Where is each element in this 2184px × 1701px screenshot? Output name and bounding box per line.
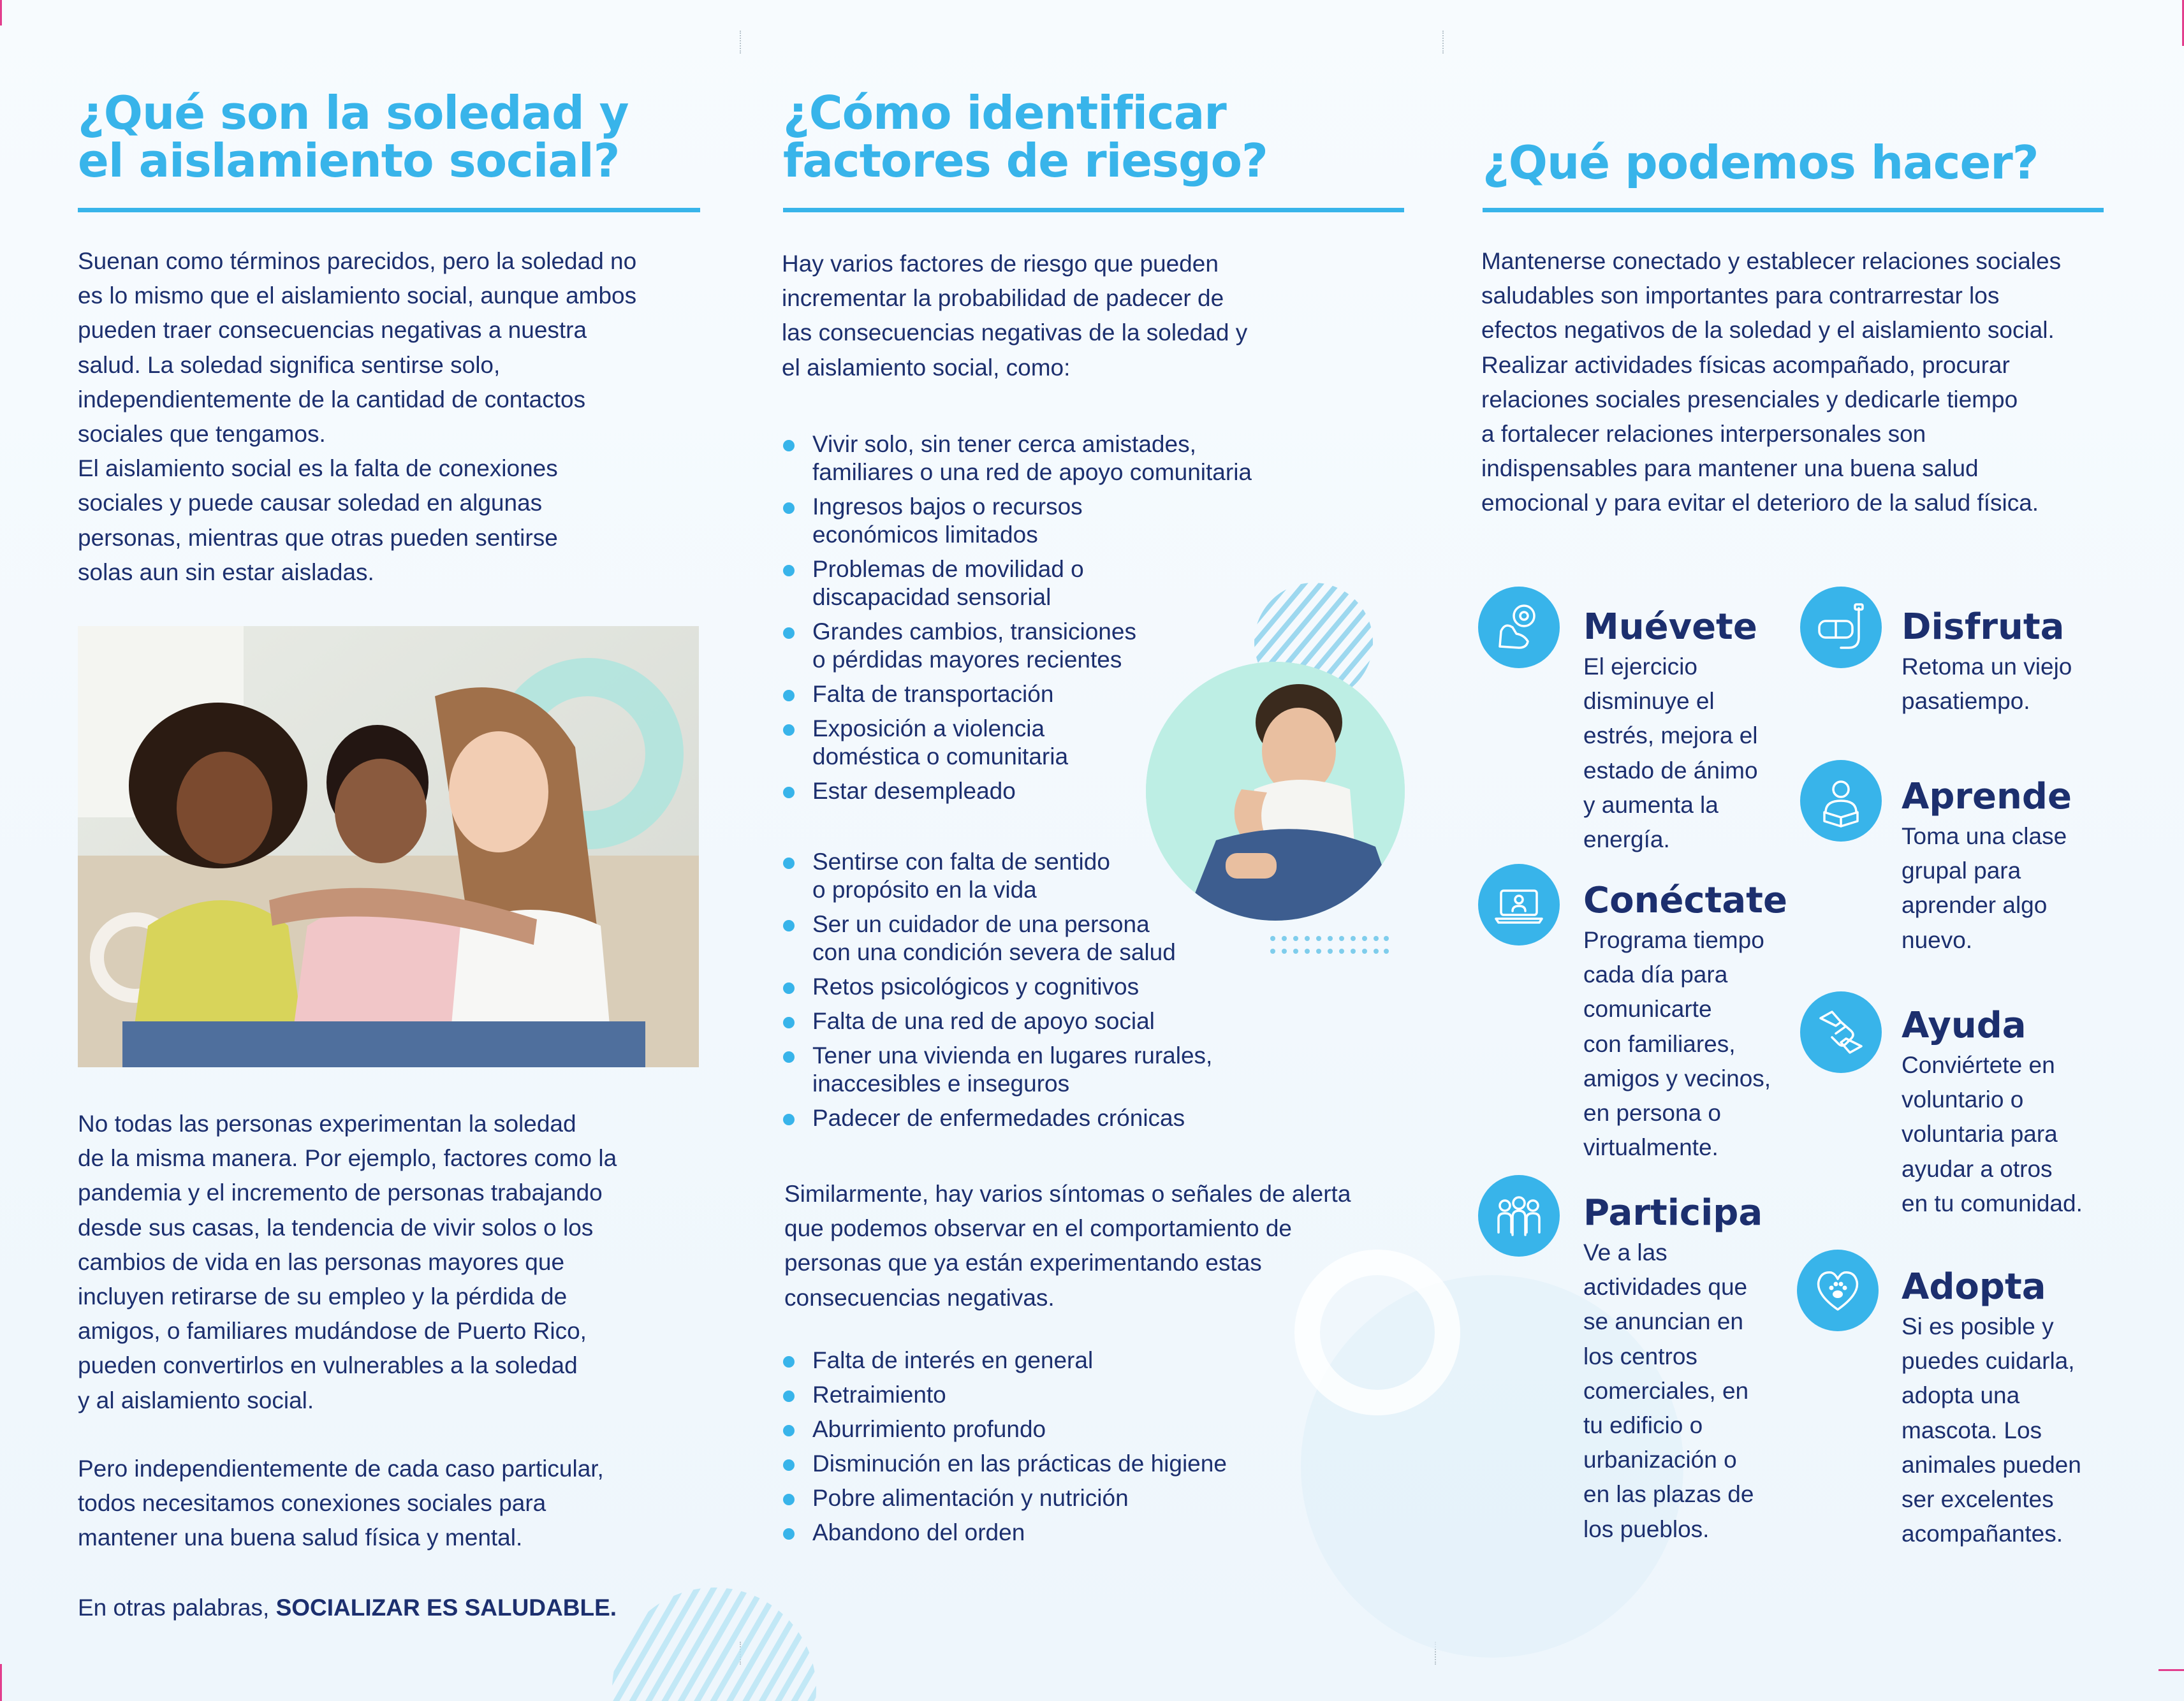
- list-item: Retos psicológicos y cognitivos: [782, 973, 1356, 1001]
- action-text-muevete: El ejercicio disminuye el estrés, mejora el estado de ánimo y aumenta la energía.: [1583, 653, 1758, 853]
- section-title-risk-factors: ¿Cómo identificar factores de riesgo?: [783, 86, 1268, 187]
- action-text-ayuda: Conviértete en voluntario o voluntaria para ayudar a otros en tu comunidad.: [1902, 1052, 2083, 1216]
- loneliness-definition: Suenan como términos parecidos, pero la soledad no es lo mismo que el aislamiento social, aunque ambos pueden traer consecuencias negativas a nuestra salud. La soledad significa sentirse solo, independientemente de la cantidad de contactos sociales que tengamos. El aislamiento social es la falta de conexiones sociales y puede causar soledad en algunas personas, mientras que otras pueden sentirse solas aun sin estar aisladas.: [78, 248, 637, 585]
- reading-person-icon: [1800, 760, 1882, 842]
- list-item: Tener una vivienda en lugares rurales, inaccesibles e inseguros: [782, 1042, 1356, 1098]
- snorkel-mask-icon: [1800, 587, 1882, 668]
- list-item: Pobre alimentación y nutrición: [782, 1484, 1356, 1512]
- social-connection-text: Pero independientemente de cada caso particular, todos necesitamos conexiones sociales para mantener una buena salud física y mental.: [78, 1456, 604, 1551]
- list-item: Padecer de enfermedades crónicas: [782, 1104, 1356, 1132]
- loneliness-experience-text: No todas las personas experimentan la soledad de la misma manera. Por ejemplo, factores como la pandemia y el incremento de personas trabajando desde sus casas, la tendencia de vivir solos o los cambios de vida en las personas mayores que incluyen retirarse de su empleo y la pérdida de amigos, o familiares mudándose de Puerto Rico, pueden convertirlos en vulnerables a la soledad y al aislamiento social.: [78, 1111, 617, 1413]
- section-title-loneliness: ¿Qué son la soledad y el aislamiento social?: [78, 86, 629, 187]
- section-title-what-to-do: ¿Qué podemos hacer?: [1483, 136, 2039, 189]
- list-item: Falta de interés en general: [782, 1347, 1356, 1375]
- title-rule: [78, 208, 700, 212]
- list-item: Ingresos bajos o recursos económicos limitados: [782, 493, 1356, 549]
- list-item: Grandes cambios, transiciones o pérdidas mayores recientes: [782, 618, 1356, 674]
- warning-signs-intro: Similarmente, hay varios síntomas o señales de alerta que podemos observar en el comportamiento de personas que ya están experimentando estas consecuencias negativas.: [784, 1181, 1351, 1311]
- heart-paw-icon: [1797, 1250, 1879, 1331]
- action-text-aprende: Toma una clase grupal para aprender algo nuevo.: [1902, 823, 2067, 953]
- closing-statement: [78, 1591, 741, 1625]
- action-text-conectate: Programa tiempo cada día para comunicarte con familiares, amigos y vecinos, en persona o virtualmente.: [1583, 927, 1771, 1161]
- warning-signs-list: [782, 1347, 1356, 1547]
- closing-emphasis: SOCIALIZAR ES SALUDABLE.: [275, 1595, 617, 1621]
- risk-factors-list-2: [782, 848, 1356, 1132]
- closing-prefix: En otras palabras,: [78, 1595, 276, 1621]
- action-title-muevete: Muévete: [1583, 606, 1757, 648]
- trim-mark: [2158, 1669, 2184, 1671]
- list-item: Falta de transportación: [782, 680, 1356, 708]
- action-text-participa: Ve a las actividades que se anuncian en los centros comerciales, en tu edificio o urbanización o en las plazas de los pueblos.: [1583, 1239, 1754, 1542]
- friends-hugging-photo: [78, 626, 699, 1067]
- decorative-stripes: [612, 1562, 816, 1701]
- action-title-conectate: Conéctate: [1583, 880, 1787, 921]
- action-text-adopta: Si es posible y puedes cuidarla, adopta una mascota. Los animales pueden ser excelentes acompañantes.: [1902, 1313, 2081, 1547]
- list-item: Retraimiento: [782, 1381, 1356, 1409]
- risk-factors-intro: Hay varios factores de riesgo que pueden incrementar la probabilidad de padecer de las consecuencias negativas de la soledad y el aislamiento social, como:: [782, 251, 1248, 381]
- title-rule: [1483, 208, 2104, 212]
- group-people-icon: [1478, 1175, 1560, 1257]
- helping-hands-icon: [1800, 991, 1882, 1073]
- list-item: Disminución en las prácticas de higiene: [782, 1450, 1356, 1478]
- list-item: Ser un cuidador de una persona con una condición severa de salud: [782, 910, 1356, 967]
- action-text-disfruta: Retoma un viejo pasatiempo.: [1902, 653, 2072, 715]
- action-title-adopta: Adopta: [1902, 1266, 2046, 1308]
- title-rule: [783, 208, 1404, 212]
- list-item: Estar desempleado: [782, 777, 1356, 805]
- list-item: Vivir solo, sin tener cerca amistades, familiares o una red de apoyo comunitaria: [782, 430, 1356, 486]
- list-item: Falta de una red de apoyo social: [782, 1007, 1356, 1035]
- list-item: Sentirse con falta de sentido o propósito en la vida: [782, 848, 1356, 904]
- what-to-do-intro: Mantenerse conectado y establecer relaciones sociales saludables son importantes para contrarrestar los efectos negativos de la soledad y el aislamiento social. Realizar actividades físicas acompañado, procurar relaciones sociales presenciales y dedicarle tiempo a fortalecer relaciones interpersonales son indispensables para mantener una buena salud emocional y para evitar el deterioro de la salud física.: [1481, 248, 2062, 516]
- trim-mark: [0, 1664, 2, 1701]
- action-title-participa: Participa: [1583, 1192, 1763, 1234]
- laptop-video-icon: [1478, 864, 1560, 945]
- list-item: Aburrimiento profundo: [782, 1415, 1356, 1443]
- list-item: Abandono del orden: [782, 1519, 1356, 1547]
- fold-guide: [740, 31, 741, 54]
- action-title-ayuda: Ayuda: [1902, 1005, 2026, 1046]
- action-title-aprende: Aprende: [1902, 776, 2072, 817]
- trim-mark: [0, 0, 2, 26]
- action-title-disfruta: Disfruta: [1902, 606, 2065, 648]
- list-item: Problemas de movilidad o discapacidad sensorial: [782, 555, 1356, 611]
- fold-guide: [1442, 31, 1444, 54]
- list-item: Exposición a violencia doméstica o comunitaria: [782, 715, 1356, 771]
- flexed-arm-icon: [1478, 587, 1560, 668]
